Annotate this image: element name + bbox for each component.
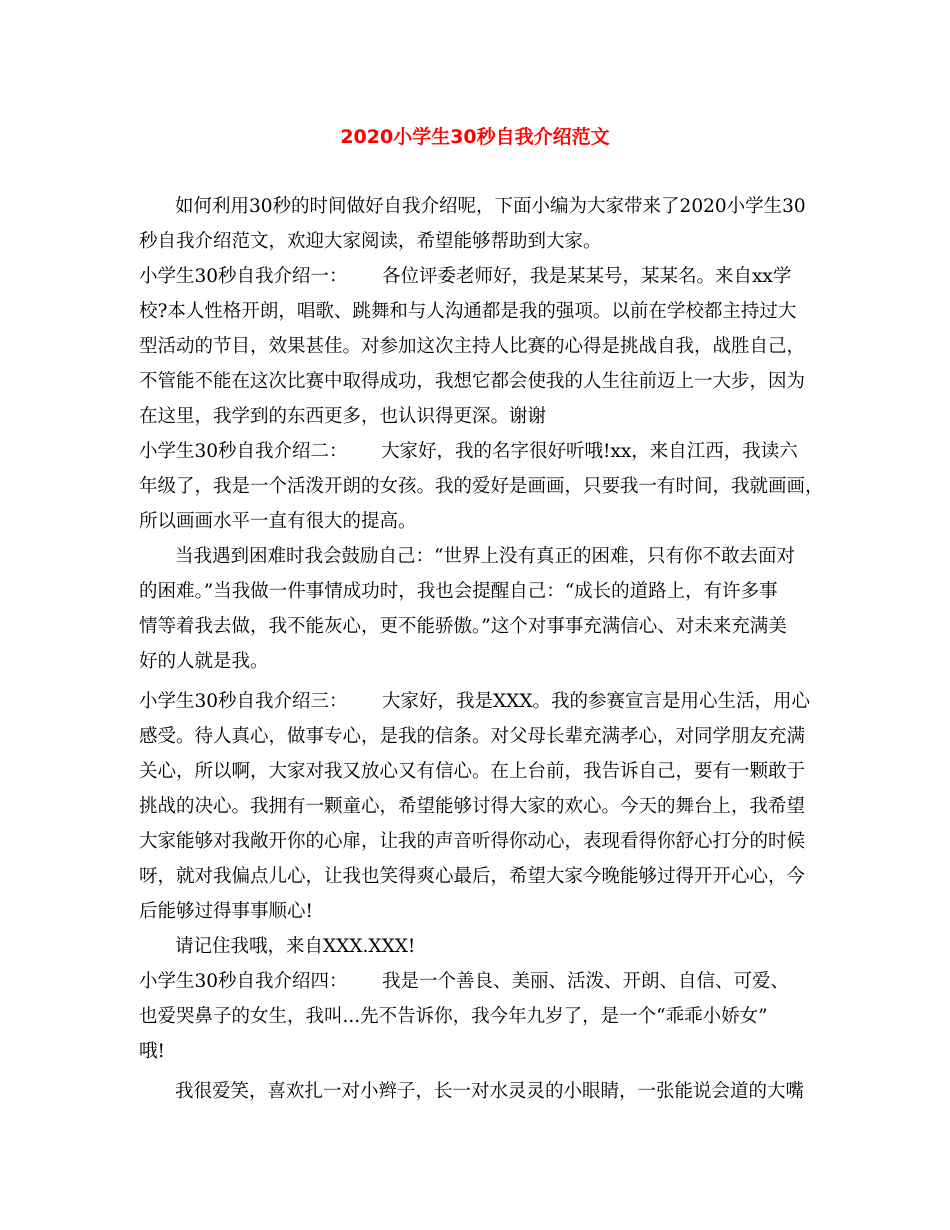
paragraph-line: 后能够过得事事顺心! <box>139 901 313 922</box>
paragraph-line: 不管能不能在这次比赛中取得成功，我想它都会使我的人生往前迈上一大步，因为 <box>139 371 806 392</box>
paragraph-line <box>139 967 829 997</box>
paragraph-line: 请记住我哦，来自XXX.XXX! <box>175 936 416 957</box>
section-label: 小学生30秒自我介绍三： <box>139 691 348 712</box>
section-label: 小学生30秒自我介绍二： <box>139 441 348 462</box>
paragraph-line: 感受。待人真心，做事专心，是我的信条。对父母长辈充满孝心，对同学朋友充满 <box>139 726 806 747</box>
paragraph-line: 也爱哭鼻子的女生，我叫...先不告诉你，我今年九岁了，是一个“乖乖小娇女” <box>139 1006 768 1027</box>
paragraph-line: 当我遇到困难时我会鼓励自己：“世界上没有真正的困难，只有你不敢去面对 <box>175 546 795 567</box>
paragraph-line: 如何利用30秒的时间做好自我介绍呢，下面小编为大家带来了2020小学生30 <box>175 196 806 217</box>
paragraph-line: 关心，所以啊，大家对我又放心又有信心。在上台前，我告诉自己，要有一颗敢于 <box>139 761 806 782</box>
paragraph-line: 所以画画水平一直有很大的提高。 <box>139 511 417 532</box>
section-label: 小学生30秒自我介绍一： <box>139 266 348 287</box>
paragraph-line: 在这里，我学到的东西更多，也认识得更深。谢谢 <box>139 406 547 427</box>
paragraph-line: 型活动的节目，效果甚佳。对参加这次主持人比赛的心得是挑战自我，战胜自己， <box>139 336 806 357</box>
paragraph-line: 秒自我介绍范文，欢迎大家阅读，希望能够帮助到大家。 <box>139 231 602 252</box>
section-text: 大家好，我的名字很好听哦!xx，来自江西，我读六 <box>381 441 798 462</box>
paragraph-line <box>139 687 829 717</box>
paragraph-line: 校?本人性格开朗，唱歌、跳舞和与人沟通都是我的强项。以前在学校都主持过大 <box>139 301 797 322</box>
paragraph-line: 年级了，我是一个活泼开朗的女孩。我的爱好是画画，只要我一有时间，我就画画， <box>139 476 824 497</box>
paragraph-line: 挑战的决心。我拥有一颗童心，希望能够讨得大家的欢心。今天的舞台上，我希望 <box>139 796 806 817</box>
paragraph-line: 的困难。”当我做一件事情成功时，我也会提醒自己：“成长的道路上，有许多事 <box>139 581 778 602</box>
paragraph-line: 我很爱笑，喜欢扎一对小辫子，长一对水灵灵的小眼睛，一张能说会道的大嘴 <box>175 1081 805 1102</box>
paragraph-line: 好的人就是我。 <box>139 651 269 672</box>
section-label: 小学生30秒自我介绍四： <box>139 971 348 992</box>
section-text: 我是一个善良、美丽、活泼、开朗、自信、可爱、 <box>382 971 790 992</box>
section-text: 大家好，我是XXX。我的参赛宣言是用心生活，用心 <box>382 691 811 712</box>
section-text: 各位评委老师好，我是某某号，某某名。来自xx学 <box>382 266 792 287</box>
paragraph-line <box>139 262 829 292</box>
paragraph-line: 大家能够对我敞开你的心扉，让我的声音听得你动心，表现看得你舒心打分的时候 <box>139 831 806 852</box>
paragraph-line: 呀，就对我偏点儿心，让我也笑得爽心最后，希望大家今晚能够过得开开心心，今 <box>139 866 806 887</box>
paragraph-line: 哦! <box>139 1041 165 1062</box>
paragraph-line: 情等着我去做，我不能灰心，更不能骄傲。”这个对事事充满信心、对未来充满美 <box>139 616 787 637</box>
paragraph-line <box>139 437 829 467</box>
document-title: 2020小学生30秒自我介绍范文 <box>340 126 610 148</box>
